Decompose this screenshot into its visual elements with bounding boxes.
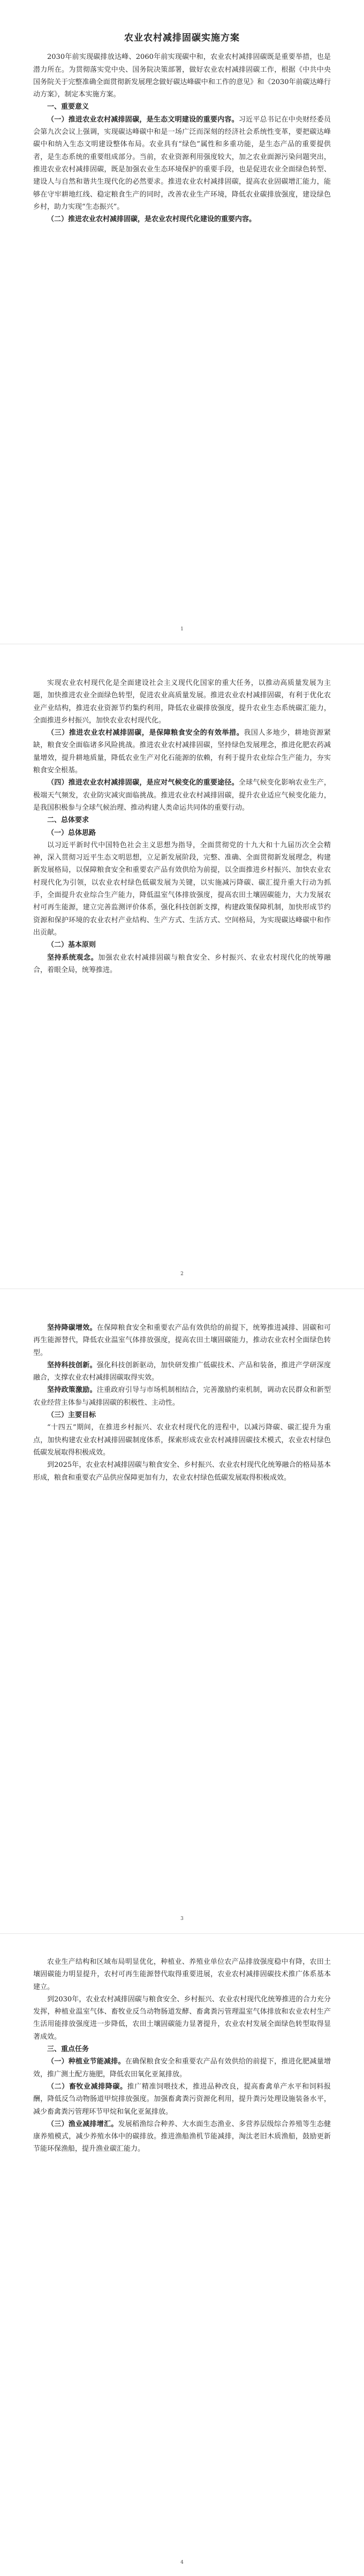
paragraph: 到2030年，农业农村减排固碳与粮食安全、乡村振兴、农业农村现代化统筹推进的合力充分发挥，种植业温室气体、畜牧业反刍动物肠道发酵、畜禽粪污管理温室气体排放和农业农村生产生活用能排放强度进一步降低，农田土壤固碳能力显著提升，农业农村发展全面绿色转型取得显著成效。: [33, 1995, 331, 2041]
paragraph-text: 习近平总书记在中央财经委员会第九次会议上强调，实现碳达峰碳中和是一场广泛而深刻的经济社会系统性变革，要把碳达峰碳中和纳入生态文明建设整体布局。农业具有“绿色”属性和多重功能，是生态产品的重要提供者，是生态系统的重要组成部分。当前，农业资源利用强度较大，加之农业面源污染问题突出，推进农业农村减排固碳，既是加强农业生态环境保护的重要手段，也是促进农业全面绿色转型、建设人与自然和谐共生现代化的必然要求。推进农业农村减排固碳，提高农业固碳增汇能力，能够在守牢耕地红线、稳定粮食生产的同时，改善农业生产环境，降低农业碳排放强度，建设绿色乡村，助力实现“生态振兴”。: [33, 115, 331, 211]
paragraph: 到2025年，农业农村减排固碳与粮食安全、乡村振兴、农业农村现代化统筹融合的格局基本形成，粮食和重要农产品供应保障更加有力，农业农村绿色低碳发展取得积极成效。: [33, 1461, 331, 1482]
section-heading: 二、总体要求: [47, 816, 89, 825]
page-number: 3: [180, 1916, 184, 1922]
subsection-heading: （三）主要目标: [47, 1411, 96, 1420]
paragraph-lead: 坚持科技创新。: [47, 1361, 97, 1369]
paragraph: [33, 939, 331, 951]
paragraph: 农业生产结构和区域布局明显优化，种植业、养殖业单位农产品排放强度稳中有降，农田土壤固碳能力明显提升，农村可再生能源替代取得重要进展，农业农村减排固碳技术推广体系基本建立。: [33, 1958, 331, 1991]
page-separator: [0, 1933, 364, 1934]
page-1: [0, 0, 364, 643]
paragraph: [33, 114, 331, 213]
paragraph: [33, 2055, 331, 2081]
paragraph-lead: 坚持降碳增效。: [47, 1324, 97, 1332]
page-body: [33, 32, 331, 225]
paragraph: 实现农业农村现代化是全面建设社会主义现代化国家的重大任务，以推动高质量发展为主题，加快推进农业全面绿色转型，促进农业高质量发展。推进农业农村减排固碳，有利于优化农业产业结构，推进农业资源节约集约利用，降低农业碳排放强度，提升农业生态系统碳汇能力，全面推进乡村振兴，加快农业农村现代化。: [33, 679, 331, 725]
paragraph: [33, 952, 331, 977]
paragraph-text: 加强农业农村减排固碳与粮食安全、乡村振兴、农业农村现代化的统筹融合，着眼全局，统筹推进。: [33, 953, 331, 974]
paragraph-text: 强化科技创新驱动，加快研发推广低碳技术、产品和装备，推进产学研深度融合，支撑农业农村减排固碳取得实效。: [33, 1361, 331, 1382]
page-3: [0, 1290, 364, 1932]
page-body: [33, 677, 331, 976]
subsection-heading: （二）基本原则: [47, 941, 96, 950]
paragraph-text: 我国人多地少，耕地资源紧缺，粮食安全面临诸多风险挑战。推进农业农村减排固碳，坚持绿色发展理念，推进化肥农药减量增效，提升耕地质量，降低农业生产对化石能源的依赖，有利于提升农业综合生产能力，夯实粮食安全根基。: [33, 729, 331, 775]
page-2: [0, 645, 364, 1287]
page-body: [33, 1956, 331, 2156]
paragraph: 以习近平新时代中国特色社会主义思想为指导，全面贯彻党的十九大和十九届历次全会精神，深入贯彻习近平生态文明思想，立足新发展阶段，完整、准确、全面贯彻新发展理念，构建新发展格局，以保障粮食安全和重要农产品有效供给为前提，以全面推进乡村振兴、加快农业农村现代化为引领，以农业农村绿色低碳发展为关键，以实施减污降碳、碳汇提升重大行动为抓手，全面提升农业综合生产能力，降低温室气体排放强度，提高农田土壤固碳能力，大力发展农村可再生能源，建立完善监测评价体系，强化科技创新支撑，构建政策保障机制，加快形成节约资源和保护环境的农业农村产业结构、生产方式、生活方式、空间格局，为实现碳达峰碳中和作出贡献。: [33, 841, 331, 937]
paragraph-text: 在确保粮食安全和重要农产品有效供给的前提下，推进化肥减量增效，推广测土配方施肥，降低农田氧化亚氮排放。: [33, 2058, 331, 2078]
paragraph-lead: （四）推进农业农村减排固碳，是应对气候变化的重要途径。: [47, 779, 239, 787]
paragraph: [33, 777, 331, 814]
paragraph: [33, 213, 331, 225]
paragraph-text: 发展稻渔综合种养、大水面生态渔业、多营养层级综合养殖等生态健康养殖模式，减少养殖水体中的碳排放。推进渔船渔机节能减排，淘汰老旧木质渔船，鼓励更新节能环保渔船，提升渔业碳汇能力。: [33, 2120, 331, 2153]
page-number: 1: [180, 627, 184, 632]
paragraph-text: 注重政府引导与市场机制相结合，完善激励约束机制，调动农民群众和新型农业经营主体参与减排固碳的积极性、主动性。: [33, 1386, 331, 1407]
subsection-heading: （一）总体思路: [47, 828, 96, 837]
section-heading: 三、重点任务: [47, 2045, 89, 2054]
paragraph-text: 全球气候变化影响农业生产，极端天气频发，农业防灾减灾面临挑战。推进农业农村减排固碳，提升农业适应气候变化能力，是我国积极参与全球气候治理、推动构建人类命运共同体的重要行动。: [33, 779, 331, 812]
page-number: 4: [180, 2560, 184, 2565]
paragraph-lead: （三）推进农业农村减排固碳，是保障粮食安全的有效举措。: [47, 729, 244, 737]
paragraph: [33, 727, 331, 777]
paragraph: [33, 1322, 331, 1359]
paragraph: [33, 827, 331, 839]
paragraph-lead: 坚持政策激励。: [47, 1386, 97, 1395]
paragraph: [33, 1359, 331, 1384]
section-heading: 一、重要意义: [47, 103, 89, 111]
paragraph-text: 推广精准饲喂技术，推进品种改良，提高畜禽单产水平和饲料报酬，降低反刍动物肠道甲烷排放强度。加强畜禽粪污资源化利用，提升粪污处理设施装备水平，减少畜禽粪污管理环节甲烷和氧化亚氮排放。: [33, 2082, 331, 2116]
page-4: [0, 1934, 364, 2576]
paragraph: [33, 1384, 331, 1409]
paragraph: “十四五”期间，在推进乡村振兴、农业农村现代化的进程中，以减污降碳、碳汇提升为重点，加快构建农业农村减排固碳制度体系，探索形成农业农村减排固碳技术模式，农业农村绿色低碳发展取得积极成效。: [33, 1423, 331, 1457]
page-number: 2: [180, 1271, 184, 1277]
page-body: [33, 1322, 331, 1484]
paragraph-lead: （一）种植业节能减排。: [47, 2058, 125, 2066]
paragraph: [33, 2081, 331, 2118]
paragraph-lead: 坚持系统观念。: [47, 953, 98, 962]
paragraph: [33, 2118, 331, 2156]
document-title: 农业农村减排固碳实施方案: [124, 33, 240, 43]
paragraph-lead: （三）渔业减排增汇。: [47, 2120, 118, 2128]
paragraph-lead: （一）推进农业农村减排固碳，是生态文明建设的重要内容。: [47, 115, 239, 124]
paragraph-lead: （二）推进农业农村减排固碳，是农业农村现代化建设的重要内容。: [47, 215, 256, 224]
paragraph-lead: （二）畜牧业减排降碳。: [47, 2082, 127, 2091]
paragraph-text: 在保障粮食安全和重要农产品有效供给的前提下，统筹推进减排、固碳和可再生能源替代，降低农业温室气体排放强度，提高农田土壤固碳能力，推动农业农村全面绿色转型。: [33, 1324, 331, 1357]
paragraph: [33, 1409, 331, 1421]
paragraph: 2030年前实现碳排放达峰、2060年前实现碳中和，农业农村减排固碳既是重要举措，也是潜力所在。为贯彻落实党中央、国务院决策部署，做好农业农村减排固碳工作，根据《中共中央 国务院关于完整准确全面贯彻新发展理念做好碳达峰碳中和工作的意见》和《2030年前碳达峰行动方案》，制定本实施方案。: [33, 53, 331, 99]
